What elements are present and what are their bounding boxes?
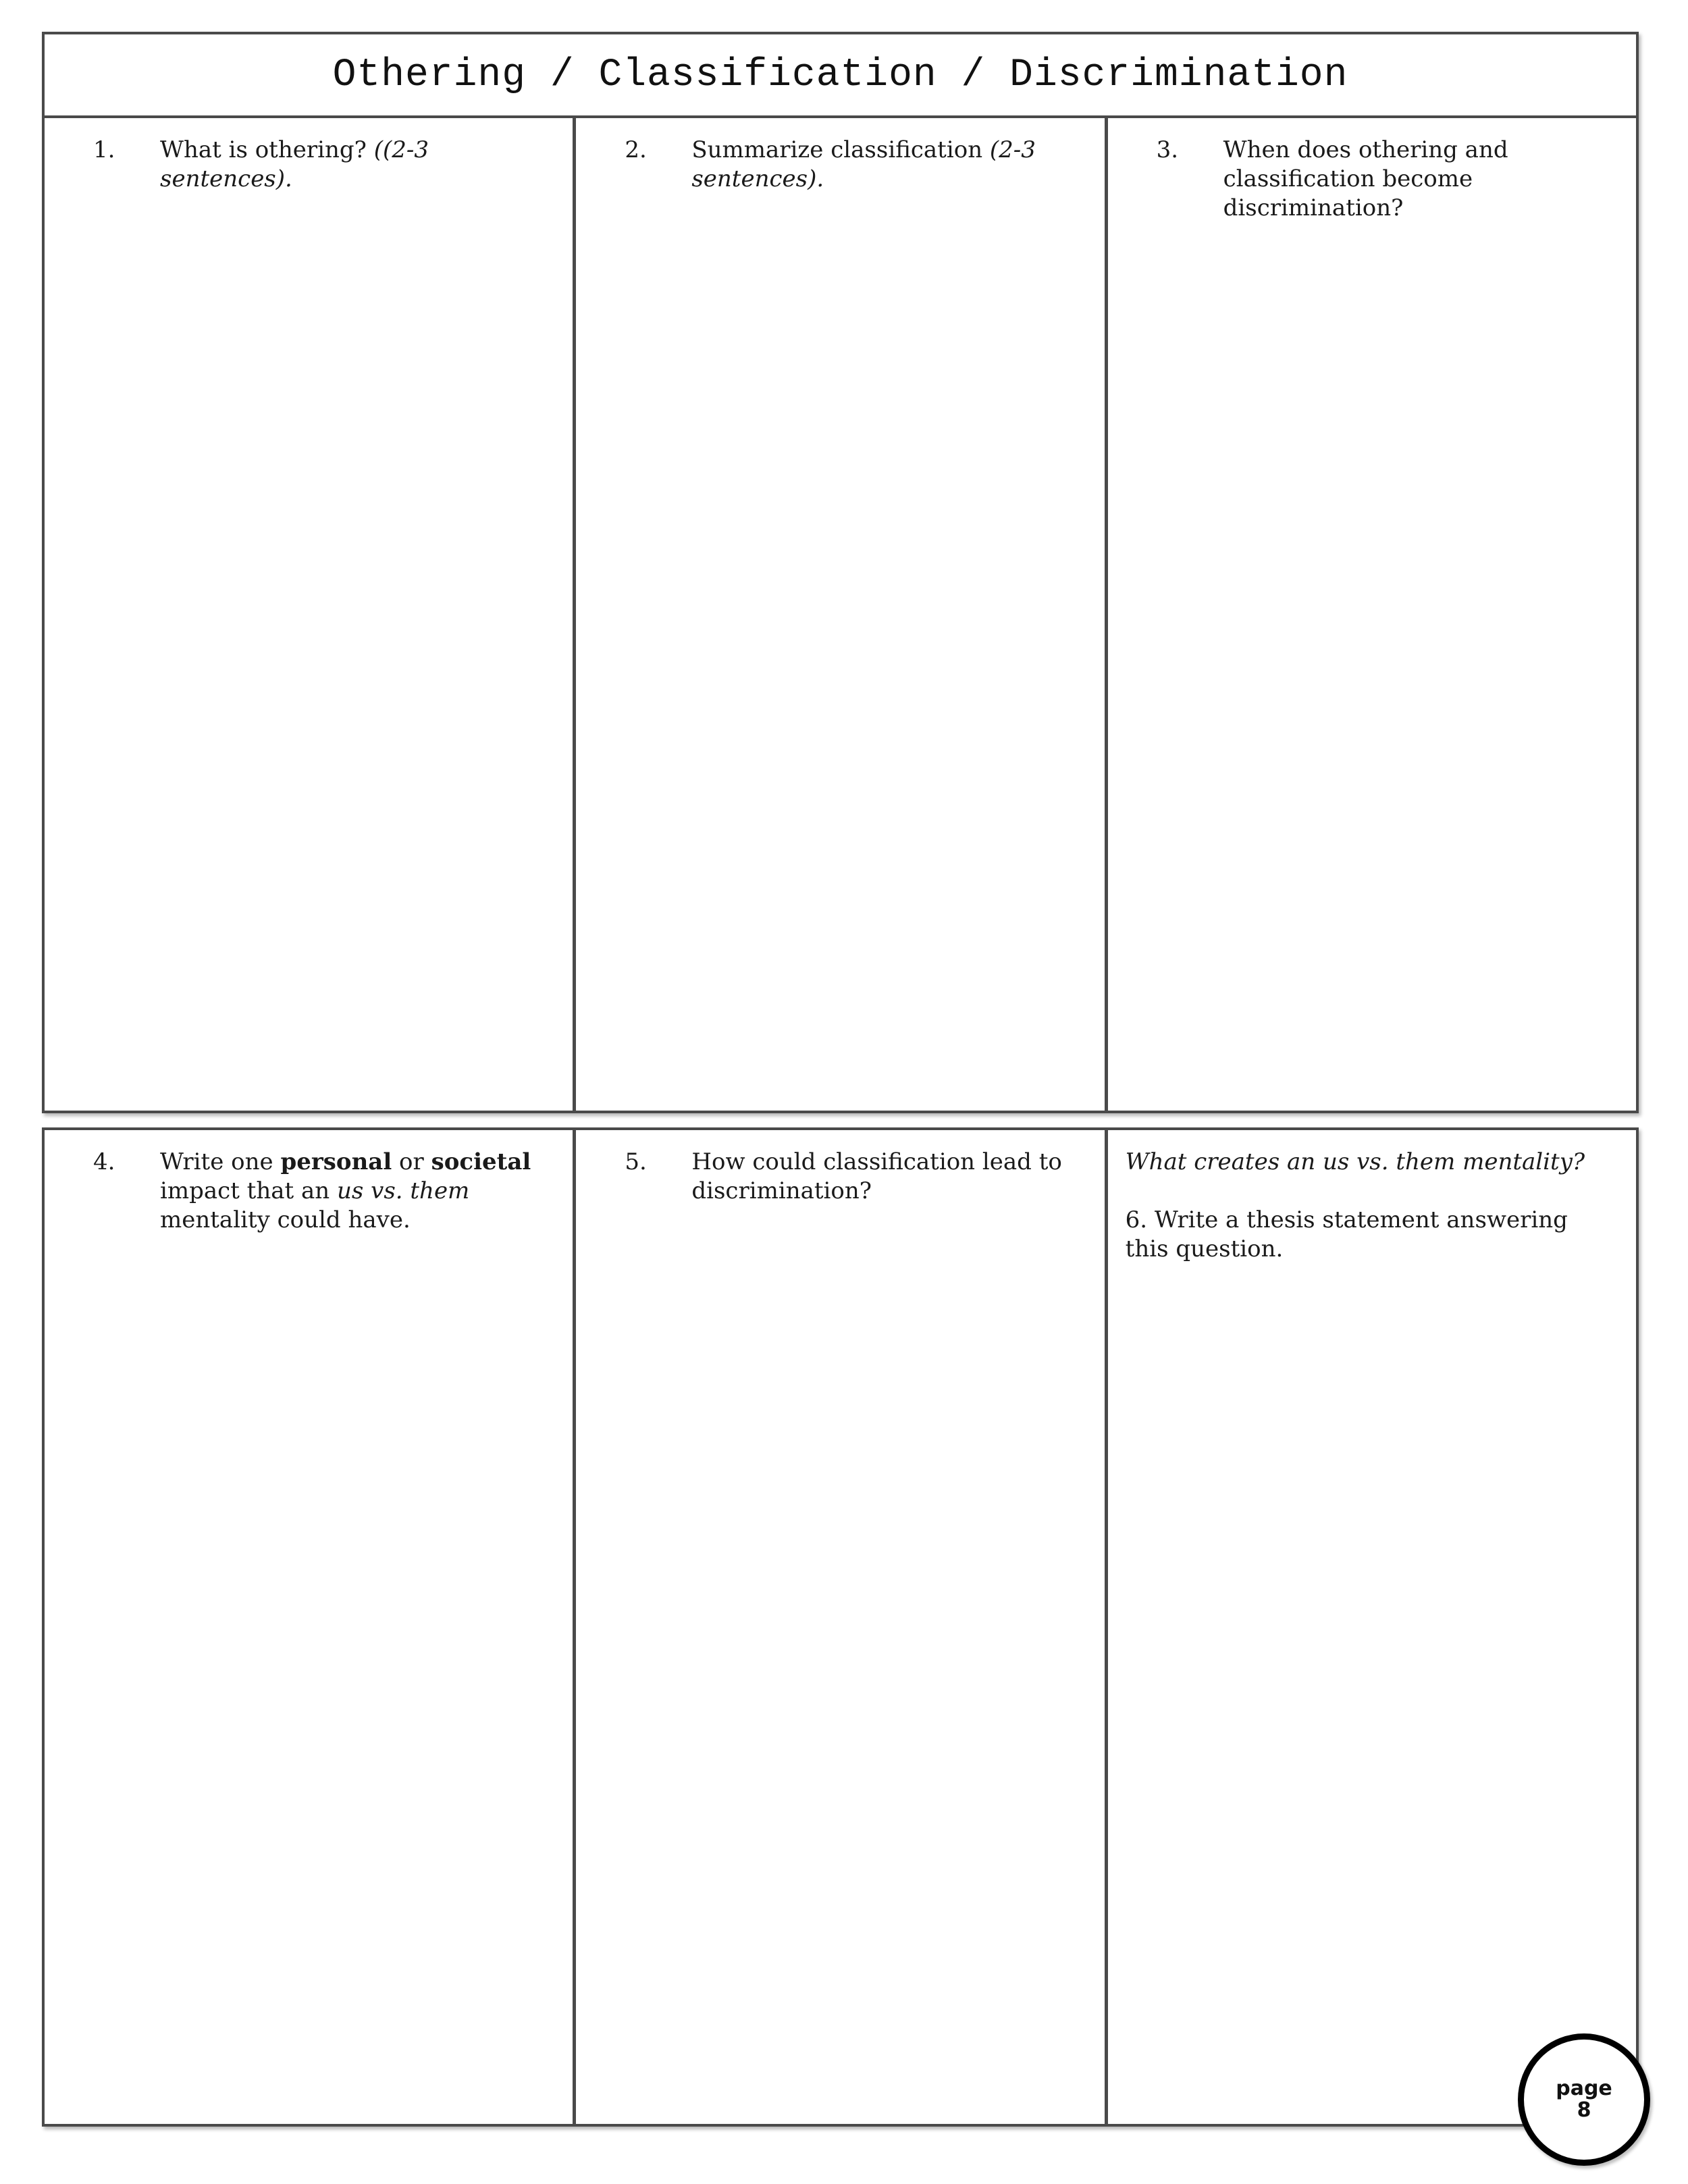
answer-cell-4[interactable] xyxy=(45,1130,576,2124)
question-number: 4. xyxy=(93,1148,115,1175)
question-text: When does othering and classification become discrimination? xyxy=(1223,136,1508,221)
question-text: How could classification lead to discrimination? xyxy=(691,1148,1062,1204)
top-worksheet-box xyxy=(42,32,1639,1113)
question-6 xyxy=(1126,1148,1609,1264)
page-label: page xyxy=(1556,2077,1612,2100)
question-5 xyxy=(625,1148,1077,1206)
worksheet-title: Othering / Classification / Discrimination xyxy=(45,34,1636,118)
question-4 xyxy=(93,1148,546,1235)
question-number: 2. xyxy=(625,136,647,163)
question-2 xyxy=(625,136,1077,194)
answer-cell-2[interactable] xyxy=(576,118,1107,1111)
bottom-row xyxy=(45,1130,1636,2124)
question-text: 6. Write a thesis statement answering this question. xyxy=(1125,1206,1568,1262)
question-1 xyxy=(93,136,546,194)
answer-cell-5[interactable] xyxy=(576,1130,1107,2124)
question-prompt: What creates an us vs. them mentality? xyxy=(1125,1148,1585,1175)
question-text: What is othering? ((2-3 sentences). xyxy=(160,136,429,192)
question-3 xyxy=(1157,136,1609,223)
question-text: Summarize classification (2-3 sentences). xyxy=(691,136,1036,192)
question-text: Write one personal or societal impact that an us vs. them mentality could have. xyxy=(160,1148,531,1233)
page-number: 8 xyxy=(1577,2098,1591,2122)
answer-cell-3[interactable] xyxy=(1108,118,1636,1111)
question-number: 1. xyxy=(93,136,115,163)
question-number: 3. xyxy=(1156,136,1179,163)
answer-cell-1[interactable] xyxy=(45,118,576,1111)
page-number-badge xyxy=(1518,2033,1650,2166)
bottom-worksheet-box xyxy=(42,1127,1639,2127)
question-number: 5. xyxy=(625,1148,647,1175)
top-row xyxy=(45,118,1636,1111)
answer-cell-6[interactable] xyxy=(1108,1130,1636,2124)
